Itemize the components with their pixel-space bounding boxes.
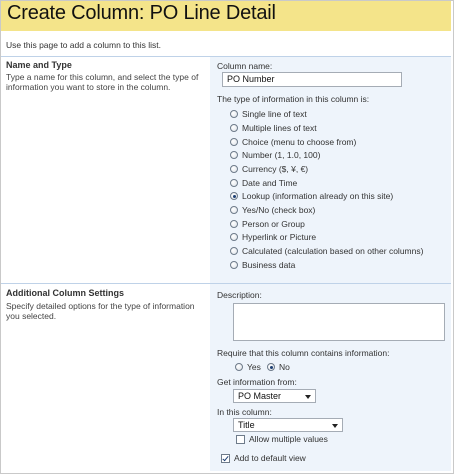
require-yes-option[interactable] (235, 361, 261, 373)
radio-button[interactable] (230, 165, 238, 173)
radio-button[interactable] (230, 110, 238, 118)
type-option-choice[interactable] (230, 136, 356, 148)
type-option-label: Number (1, 1.0, 100) (242, 150, 321, 160)
type-option-label: Currency ($, ¥, €) (242, 164, 309, 174)
radio-button[interactable] (230, 233, 238, 241)
radio-button[interactable] (230, 179, 238, 187)
name-type-desc: Type a name for this column, and select the type of information you want to store in the column. (6, 72, 199, 92)
type-option-label: Lookup (information already on this site) (242, 191, 394, 201)
require-no-label: No (279, 362, 290, 372)
radio-button[interactable] (230, 220, 238, 228)
in-column-select[interactable] (233, 418, 343, 432)
in-column-label: In this column: (217, 407, 272, 417)
type-option-multiple-lines[interactable] (230, 122, 317, 134)
radio-button[interactable] (230, 192, 238, 200)
radio-button[interactable] (230, 124, 238, 132)
radio-button[interactable] (235, 363, 243, 371)
type-option-label: Date and Time (242, 178, 298, 188)
radio-button[interactable] (230, 261, 238, 269)
require-no-option[interactable] (267, 361, 290, 373)
require-label: Require that this column contains information: (217, 348, 390, 358)
type-option-number[interactable] (230, 149, 320, 161)
radio-button[interactable] (267, 363, 275, 371)
description-textarea[interactable] (233, 303, 445, 341)
allow-multiple-label: Allow multiple values (249, 434, 328, 444)
type-option-label: Hyperlink or Picture (242, 232, 317, 242)
type-label: The type of information in this column is: (217, 94, 370, 104)
page-title: Create Column: PO Line Detail (7, 2, 276, 24)
type-option-calculated[interactable] (230, 245, 423, 257)
additional-desc: Specify detailed options for the type of information you selected. (6, 301, 195, 321)
title-bar (1, 1, 451, 31)
in-column-value: Title (238, 420, 255, 430)
type-option-label: Single line of text (242, 109, 307, 119)
name-type-title: Name and Type (6, 60, 72, 70)
type-option-currency[interactable] (230, 163, 308, 175)
type-option-date-time[interactable] (230, 177, 297, 189)
page-intro: Use this page to add a column to this list. (6, 40, 161, 50)
type-option-business-data[interactable] (230, 259, 295, 271)
type-option-lookup[interactable] (230, 190, 393, 202)
radio-button[interactable] (230, 206, 238, 214)
description-label: Description: (217, 290, 262, 300)
add-default-view-checkbox[interactable] (221, 454, 230, 463)
type-option-person-group[interactable] (230, 218, 305, 230)
type-option-label: Business data (242, 260, 296, 270)
additional-title: Additional Column Settings (6, 288, 124, 298)
type-option-label: Multiple lines of text (242, 123, 317, 133)
column-name-label: Column name: (217, 61, 273, 71)
type-option-hyperlink[interactable] (230, 231, 316, 243)
chevron-down-icon (332, 424, 338, 428)
type-option-label: Choice (menu to choose from) (242, 137, 357, 147)
column-name-value: PO Number (227, 74, 275, 84)
radio-button[interactable] (230, 138, 238, 146)
get-info-label: Get information from: (217, 377, 297, 387)
add-default-view-label: Add to default view (234, 453, 306, 463)
get-info-select[interactable] (233, 389, 316, 403)
get-info-value: PO Master (238, 391, 282, 401)
type-option-single-line[interactable] (230, 108, 307, 120)
chevron-down-icon (305, 395, 311, 399)
radio-button[interactable] (230, 151, 238, 159)
allow-multiple-checkbox[interactable] (236, 435, 245, 444)
allow-multiple-option[interactable] (236, 434, 328, 444)
radio-button[interactable] (230, 247, 238, 255)
type-option-label: Calculated (calculation based on other columns) (242, 246, 424, 256)
type-option-label: Person or Group (242, 219, 305, 229)
require-yes-label: Yes (247, 362, 261, 372)
add-default-view-option[interactable] (221, 453, 306, 463)
column-name-input[interactable] (222, 72, 402, 87)
type-option-label: Yes/No (check box) (242, 205, 316, 215)
type-option-yes-no[interactable] (230, 204, 315, 216)
